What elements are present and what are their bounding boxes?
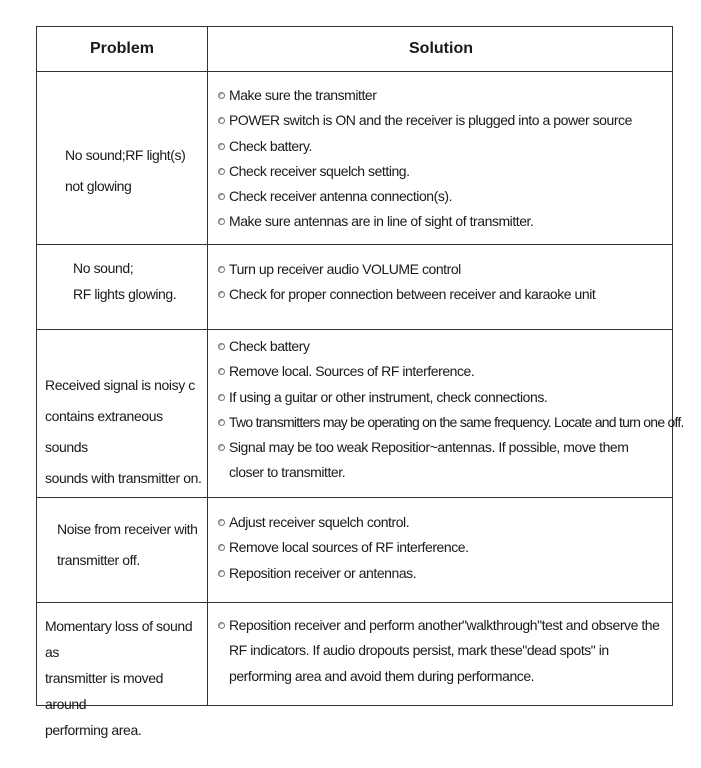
bullet-icon xyxy=(218,193,225,200)
header-solution: Solution xyxy=(409,40,473,57)
solution-item: Check receiver squelch setting. xyxy=(218,159,674,184)
solution-item: Signal may be too weak Repositior~antennas. If possible, move them closer to transmitter. xyxy=(218,435,659,486)
bullet-icon xyxy=(218,368,225,375)
problem-line: No sound; xyxy=(73,260,134,276)
solution-item: Make sure the transmitter xyxy=(218,83,674,108)
problem-line: RF lights glowing. xyxy=(73,286,177,302)
header-problem: Problem xyxy=(89,40,154,57)
bullet-icon xyxy=(218,394,225,401)
row-divider xyxy=(37,602,672,603)
bullet-icon xyxy=(218,143,225,150)
solution-item: Check for proper connection between receiver and karaoke unit xyxy=(218,282,674,307)
row-4-problem xyxy=(37,514,207,576)
solution-item: Reposition receiver and perform another"walkthrough"test and observe the RF indicators. If audio dropouts persist, mark these"dead spots" in performing area and avoid them during performance. xyxy=(218,613,661,689)
row-divider xyxy=(37,329,672,330)
solution-item: Make sure antennas are in line of sight of transmitter. xyxy=(218,209,674,234)
problem-line: sounds with transmitter on. xyxy=(45,470,202,486)
solution-item: Check battery xyxy=(218,334,674,359)
row-3-solution xyxy=(208,334,684,486)
problem-line: transmitter is moved around xyxy=(45,670,164,712)
bullet-icon xyxy=(218,291,225,298)
bullet-icon xyxy=(218,343,225,350)
problem-line: performing area. xyxy=(45,722,142,738)
row-divider xyxy=(37,497,672,498)
bullet-icon xyxy=(218,622,225,629)
row-3-problem xyxy=(37,370,207,494)
row-2-problem xyxy=(37,255,207,307)
problem-line: not glowing xyxy=(65,178,132,194)
problem-line: Received signal is noisy c xyxy=(45,377,195,393)
problem-line: Momentary loss of sound as xyxy=(45,618,193,660)
solution-item: POWER switch is ON and the receiver is plugged into a power source xyxy=(218,108,674,133)
bullet-icon xyxy=(218,419,225,426)
bullet-icon xyxy=(218,570,225,577)
troubleshooting-table xyxy=(36,26,684,738)
solution-item: Reposition receiver or antennas. xyxy=(218,561,674,586)
solution-item: Two transmitters may be operating on the same frequency. Locate and turn one off. xyxy=(218,410,674,435)
solution-item: Check battery. xyxy=(218,134,674,159)
row-5-solution xyxy=(208,613,674,689)
bullet-icon xyxy=(218,218,225,225)
row-4-solution xyxy=(208,510,674,586)
problem-line: No sound;RF light(s) xyxy=(65,147,186,163)
solution-item: If using a guitar or other instrument, check connections. xyxy=(218,385,674,410)
solution-item: Turn up receiver audio VOLUME control xyxy=(218,257,674,282)
problem-line: contains extraneous sounds xyxy=(45,408,163,455)
bullet-icon xyxy=(218,444,225,451)
bullet-icon xyxy=(218,519,225,526)
problem-line: transmitter off. xyxy=(57,552,140,568)
solution-item: Adjust receiver squelch control. xyxy=(218,510,674,535)
problem-line: Noise from receiver with xyxy=(57,521,198,537)
bullet-icon xyxy=(218,92,225,99)
row-divider xyxy=(37,71,672,72)
bullet-icon xyxy=(218,168,225,175)
row-1-solution xyxy=(208,83,674,235)
bullet-icon xyxy=(218,266,225,273)
row-divider xyxy=(37,244,672,245)
row-1-problem xyxy=(37,140,207,202)
row-5-problem xyxy=(37,613,207,743)
bullet-icon xyxy=(218,117,225,124)
bullet-icon xyxy=(218,544,225,551)
row-2-solution xyxy=(208,257,674,308)
solution-item: Remove local sources of RF interference. xyxy=(218,535,674,560)
solution-item: Remove local. Sources of RF interference. xyxy=(218,359,674,384)
solution-item: Check receiver antenna connection(s). xyxy=(218,184,674,209)
